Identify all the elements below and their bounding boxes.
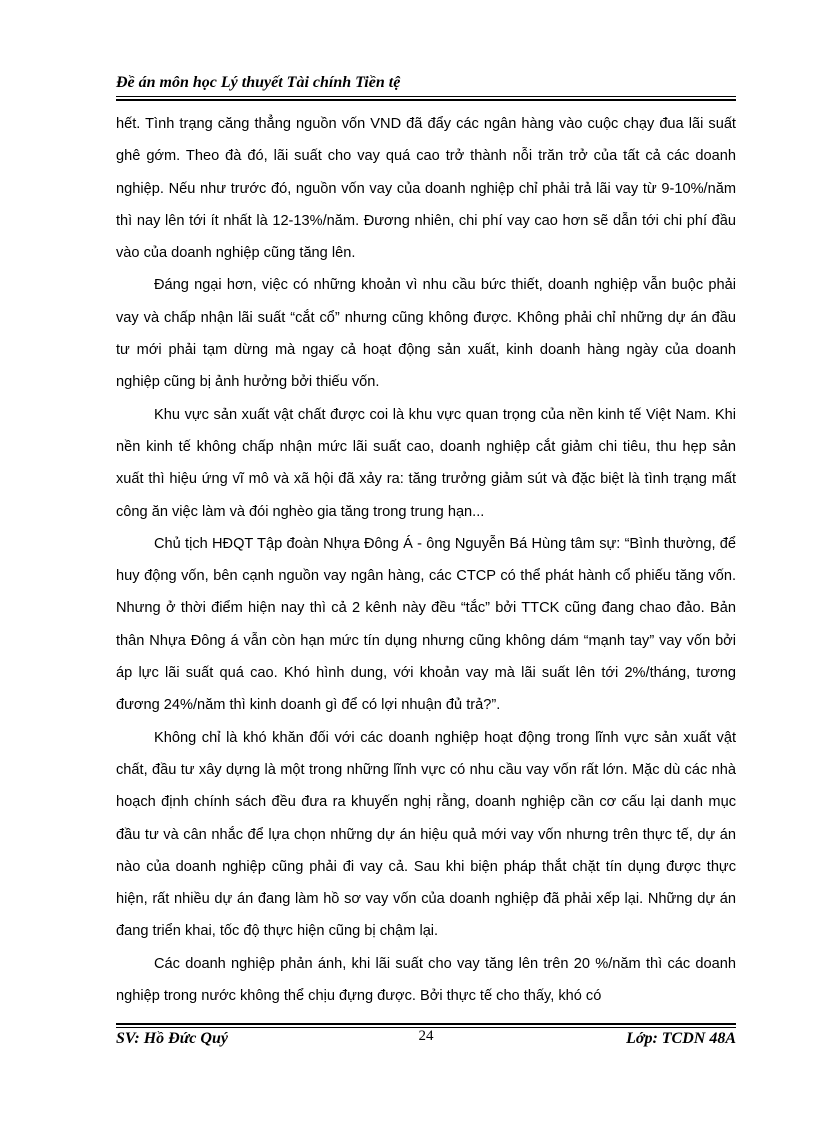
paragraph-5: Không chỉ là khó khăn đối với các doanh nghiệp hoạt động trong lĩnh vực sản xuất vật chất, đầu tư xây dựng là một trong những lĩnh vực có nhu cầu vay vốn rất lớn. Mặc dù các nhà hoạch định chính sách đều đưa ra khuyến nghị rằng, doanh nghiệp cần cơ cấu lại danh mục đầu tư và cân nhắc để lựa chọn những dự án hiệu quả mới vay vốn nhưng trên thực tế, dự án nào của doanh nghiệp cũng phải đi vay cả. Sau khi biện pháp thắt chặt tín dụng được thực hiện, rất nhiều dự án đang làm hồ sơ vay vốn của doanh nghiệp đã phải xếp lại. Những dự án đang triển khai, tốc độ thực hiện cũng bị chậm lại. [116,729,736,940]
paragraph-4: Chủ tịch HĐQT Tập đoàn Nhựa Đông Á - ông Nguyễn Bá Hùng tâm sự: “Bình thường, để huy động vốn, bên cạnh nguồn vay ngân hàng, các CTCP có thể phát hành cổ phiếu tăng vốn. Nhưng ở thời điểm hiện nay thì cả 2 kênh này đều “tắc” bởi TTCK cũng đang chao đảo. Bản thân Nhựa Đông á vẫn còn hạn mức tín dụng nhưng cũng không dám “mạnh tay” vay vốn bởi áp lực lãi suất quá cao. Khó hình dung, với khoản vay mà lãi suất lên tới 2%/tháng, tương đương 24%/năm thì kinh doanh gì để có lợi nhuận đủ trả?”. [116,535,736,714]
paragraph-6: Các doanh nghiệp phản ánh, khi lãi suất cho vay tăng lên trên 20 %/năm thì các doanh nghiệp trong nước không thể chịu đựng được. Bởi thực tế cho thấy, khó có [116,955,736,1005]
header-rule-thick [116,99,736,101]
page-footer [116,1030,736,1052]
footer-class-label: Lớp: TCDN 48A [626,1030,736,1047]
footer-rule-thick [116,1023,736,1025]
header-rule-thin [116,96,736,97]
page-number: 24 [418,1028,434,1044]
page-header-title: Đề án môn học Lý thuyết Tài chính Tiền tệ [116,74,401,91]
paragraph-3: Khu vực sản xuất vật chất được coi là khu vực quan trọng của nền kinh tế Việt Nam. Khi nền kinh tế không chấp nhận mức lãi suất cao, doanh nghiệp cắt giảm chi tiêu, thu hẹp sản xuất thì hiệu ứng vĩ mô và xã hội đã xảy ra: tăng trưởng giảm sút và đặc biệt là tình trạng mất công ăn việc làm và đói nghèo gia tăng trong trung hạn... [116,406,736,520]
footer-student-name: SV: Hồ Đức Quý [116,1030,228,1047]
document-body [116,108,736,1012]
paragraph-1: hết. Tình trạng căng thẳng nguồn vốn VND đã đẩy các ngân hàng vào cuộc chạy đua lãi suất ghê gớm. Theo đà đó, lãi suất cho vay quá cao trở thành nỗi trăn trở của tất cả các doanh nghiệp. Nếu như trước đó, nguồn vốn vay của doanh nghiệp chỉ phải trả lãi vay từ 9-10%/năm thì nay lên tới ít nhất là 12-13%/năm. Đương nhiên, chi phí vay cao hơn sẽ dẫn tới chi phí đầu vào của doanh nghiệp cũng tăng lên. [116,116,736,262]
paragraph-2: Đáng ngại hơn, việc có những khoản vì nhu cầu bức thiết, doanh nghiệp vẫn buộc phải vay và chấp nhận lãi suất “cắt cổ” nhưng cũng không được. Không phải chỉ những dự án đầu tư mới phải tạm dừng mà ngay cả hoạt động sản xuất, kinh doanh hàng ngày của doanh nghiệp cũng bị ảnh hưởng bởi thiếu vốn. [116,277,736,391]
